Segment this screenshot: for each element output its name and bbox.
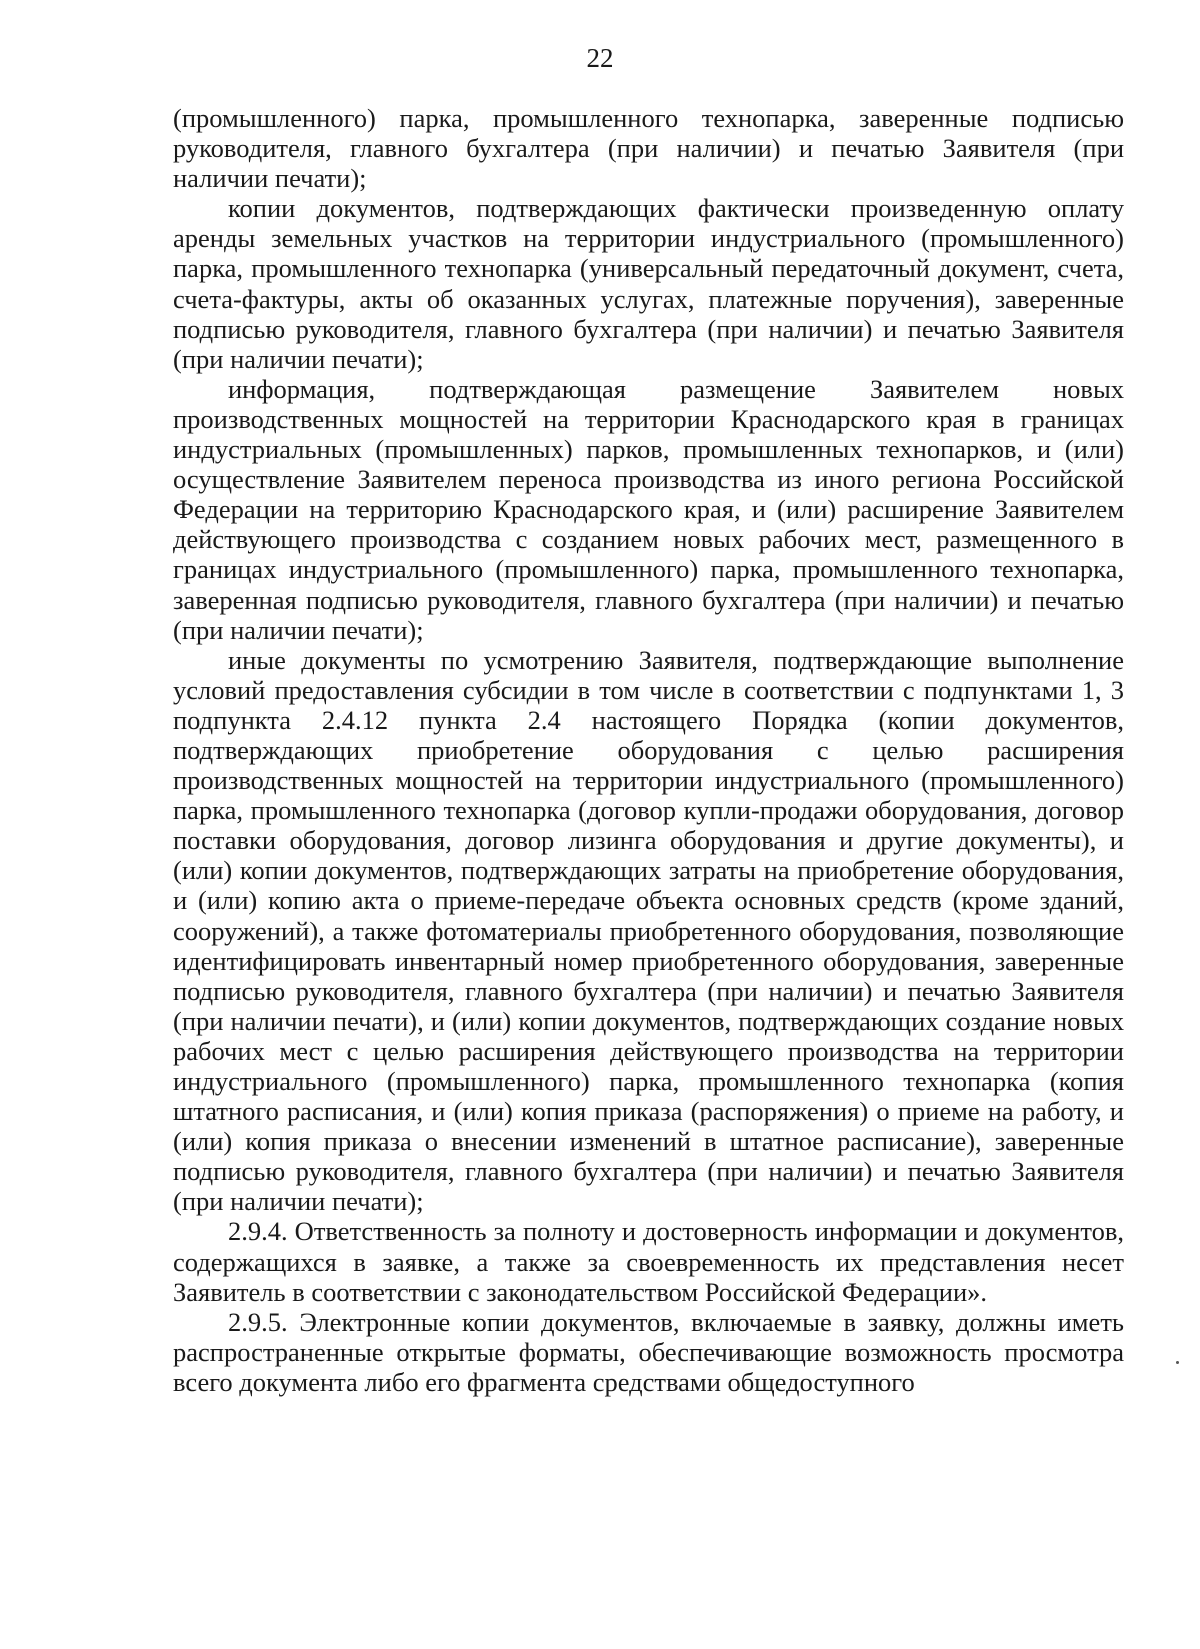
scan-speck <box>1176 1361 1179 1364</box>
paragraph-other-documents: иные документы по усмотрению Заявителя, подтверждающие выполнение условий предоставления субсидии в том числе в соответствии с подпунктами 1, 3 подпункта 2.4.12 пункта 2.4 настоящего Порядка (копии документов, подтверждающих приобретение оборудования с целью расширения производственных мощностей на территории индустриального (промышленного) парка, промышленного технопарка (договор купли-продажи оборудования, договор поставки оборудования, договор лизинга оборудования и другие документы), и (или) копии документов, подтверждающих затраты на приобретение оборудования, и (или) копию акта о приеме-передаче объекта основных средств (кроме зданий, сооружений), а также фотоматериалы приобретенного оборудования, позволяющие идентифицировать инвентарный номер приобретенного оборудования, заверенные подписью руководителя, главного бухгалтера (при наличии) и печатью Заявителя (при наличии печати), и (или) копии документов, подтверждающих создание новых рабочих мест с целью расширения действующего производства на территории индустриального (промышленного) парка, промышленного технопарка (копия штатного расписания, и (или) копия приказа (распоряжения) о приеме на работу, и (или) копия приказа о внесении изменений в штатное расписание), заверенные подписью руководителя, главного бухгалтера (при наличии) и печатью Заявителя (при наличии печати); <box>173 644 1124 1217</box>
paragraph-payment-documents: копии документов, подтверждающих фактически произведенную оплату аренды земельных участков на территории индустриального (промышленного) парка, промышленного технопарка (универсальный передаточный документ, счета, счета-фактуры, акты об оказанных услугах, платежные поручения), заверенные подписью руководителя, главного бухгалтера (при наличии) и печатью Заявителя (при наличии печати); <box>173 193 1124 374</box>
paragraph-continuation: (промышленного) парка, промышленного технопарка, заверенные подписью руководителя, главного бухгалтера (при наличии) и печатью Заявителя (при наличии печати); <box>173 103 1124 194</box>
paragraph-2-9-4: 2.9.4. Ответственность за полноту и достоверность информации и документов, содержащихся в заявке, а также за своевременность их представления несет Заявитель в соответствии с законодательством Российской Федерации». <box>173 1216 1124 1307</box>
paragraph-capacity-information: информация, подтверждающая размещение Заявителем новых производственных мощностей на территории Краснодарского края в границах индустриальных (промышленных) парков, промышленных технопарков, и (или) осуществление Заявителем переноса производства из иного региона Российской Федерации на территорию Краснодарского края, и (или) расширение Заявителем действующего производства с созданием новых рабочих мест, размещенного в границах индустриального (промышленного) парка, промышленного технопарка, заверенная подписью руководителя, главного бухгалтера (при наличии) и печатью (при наличии печати); <box>173 373 1124 645</box>
document-body <box>173 103 1124 1397</box>
page-number: 22 <box>586 43 614 73</box>
paragraph-2-9-5: 2.9.5. Электронные копии документов, включаемые в заявку, должны иметь распространенные открытые форматы, обеспечивающие возможность просмотра всего документа либо его фрагмента средствами общедоступного <box>173 1306 1124 1397</box>
